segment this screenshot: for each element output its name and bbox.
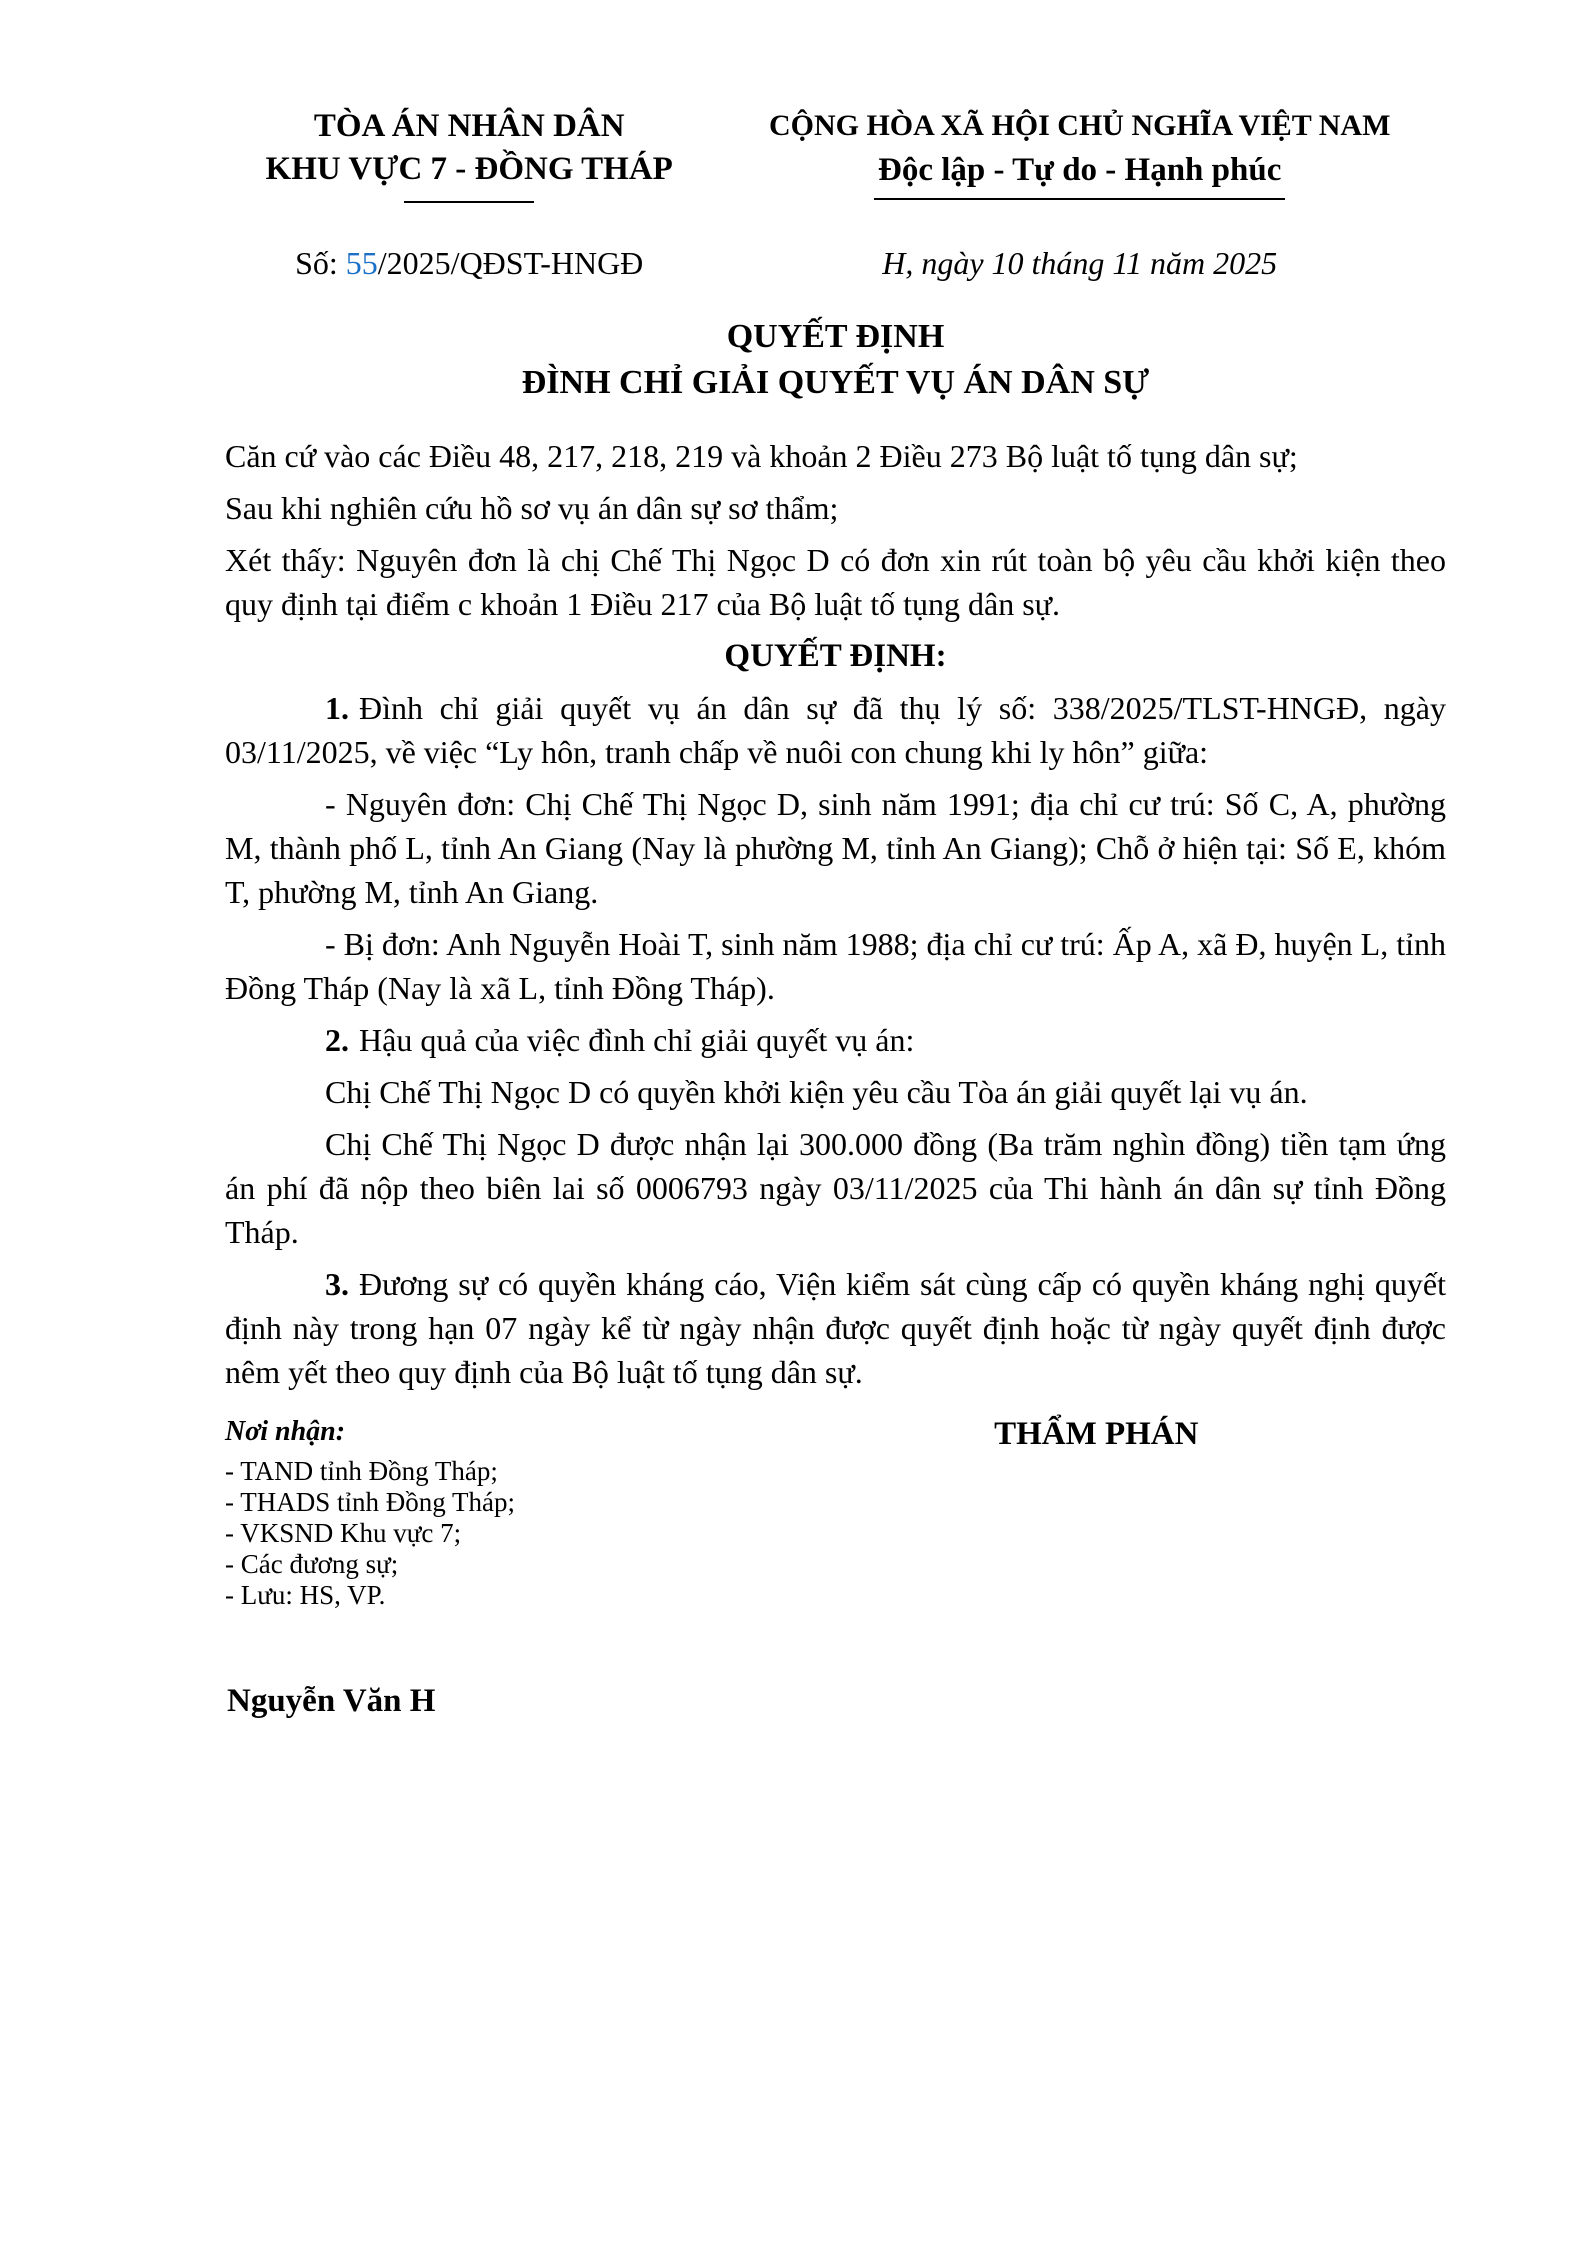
document-title-line2: ĐÌNH CHỈ GIẢI QUYẾT VỤ ÁN DÂN SỰ [521, 363, 1150, 401]
preamble-paragraph: Căn cứ vào các Điều 48, 217, 218, 219 và khoản 2 Điều 273 Bộ luật tố tụng dân sự; [225, 437, 1298, 474]
recipient-item: - TAND tỉnh Đồng Tháp; [225, 1455, 498, 1486]
decision-item-3 [225, 1262, 1446, 1394]
recipient-item: - Lưu: HS, VP. [225, 1579, 386, 1610]
document-number-prefix: Số: [295, 244, 346, 281]
document-footer [225, 1416, 1446, 1611]
judge-signature-name: Nguyễn Văn H [227, 1682, 436, 1719]
decision-item-1 [225, 686, 1446, 774]
decision-heading: QUYẾT ĐỊNH: [724, 637, 947, 674]
place-date-line: H, ngày 10 tháng 11 năm 2025 [882, 244, 1278, 281]
decision-item-text: Đình chỉ giải quyết vụ án dân sự đã thụ lý số: 338/2025/TLST-HNGĐ, ngày 03/11/2025, về việc “Ly hôn, tranh chấp về nuôi con chung khi ly hôn” giữa: [225, 689, 1446, 770]
decision-item-text: Đương sự có quyền kháng cáo, Viện kiểm sát cùng cấp có quyền kháng nghị quyết định này trong hạn 07 ngày kể từ ngày nhận được quyết định hoặc từ ngày quyết định được nêm yết theo quy định của Bộ luật tố tụng dân sự. [225, 1265, 1446, 1390]
national-title: CỘNG HÒA XÃ HỘI CHỦ NGHĨA VIỆT NAM [768, 109, 1391, 142]
document-title [225, 314, 1446, 406]
national-header-block [713, 105, 1446, 200]
decision-item-text: Chị Chế Thị Ngọc D được nhận lại 300.000 đồng (Ba trăm nghìn đồng) tiền tạm ứng án phí đã nộp theo biên lai số 0006793 ngày 03/11/2025 của Thi hành án dân sự tỉnh Đồng Tháp. [225, 1125, 1446, 1250]
document-number-suffix: /2025/QĐST-HNGĐ [377, 244, 644, 281]
recipient-item: - VKSND Khu vực 7; [225, 1517, 462, 1548]
document-number [225, 245, 713, 282]
document-meta-row [225, 245, 1446, 282]
plaintiff-paragraph [225, 782, 1446, 914]
judge-title: THẨM PHÁN [994, 1415, 1199, 1452]
refund-paragraph [225, 1122, 1446, 1254]
issuing-authority-block [225, 105, 713, 203]
authority-parent-name: TÒA ÁN NHÂN DÂN [313, 108, 625, 144]
decision-item-text: Hậu quả của việc đình chỉ giải quyết vụ án: [359, 1021, 915, 1058]
recipient-item: - THADS tỉnh Đồng Tháp; [225, 1486, 515, 1517]
doc-number-link[interactable]: 55 [345, 244, 378, 281]
decision-item-text: - Bị đơn: Anh Nguyễn Hoài T, sinh năm 1988; địa chỉ cư trú: Ấp A, xã Đ, huyện L, tỉnh Đồng Tháp (Nay là xã L, tỉnh Đồng Tháp). [225, 925, 1446, 1006]
recipients-label: Nơi nhận: [225, 1415, 346, 1447]
preamble-paragraph: Xét thấy: Nguyên đơn là chị Chế Thị Ngọc D có đơn xin rút toàn bộ yêu cầu khởi kiện theo quy định tại điểm c khoản 1 Điều 217 của Bộ luật tố tụng dân sự. [225, 541, 1446, 622]
preamble-paragraph: Sau khi nghiên cứu hồ sơ vụ án dân sự sơ thẩm; [225, 489, 839, 526]
decision-item-text: - Nguyên đơn: Chị Chế Thị Ngọc D, sinh năm 1991; địa chỉ cư trú: Số C, A, phường M, thành phố L, tỉnh An Giang (Nay là phường M, tỉnh An Giang); Chỗ ở hiện tại: Số E, khóm T, phường M, tỉnh An Giang. [225, 785, 1446, 910]
decision-item-text: Chị Chế Thị Ngọc D có quyền khởi kiện yêu cầu Tòa án giải quyết lại vụ án. [325, 1073, 1308, 1110]
document-title-line1: QUYẾT ĐỊNH [726, 317, 945, 355]
document-body [225, 434, 1446, 1394]
decision-item-number: 3. [325, 1265, 349, 1302]
consequence-paragraph [225, 1070, 1446, 1114]
recipient-item: - Các đương sự; [225, 1548, 399, 1579]
authority-name: KHU VỰC 7 - ĐỒNG THÁP [265, 150, 673, 187]
national-motto: Độc lập - Tự do - Hạnh phúc [874, 147, 1285, 200]
recipients-block [225, 1416, 897, 1611]
decision-item-2 [225, 1018, 1446, 1062]
decision-item-number: 2. [325, 1021, 349, 1058]
decision-item-number: 1. [325, 689, 349, 726]
defendant-paragraph [225, 922, 1446, 1010]
document-header [225, 105, 1446, 203]
authority-underline-rule [404, 201, 534, 203]
judge-block [897, 1416, 1446, 1453]
